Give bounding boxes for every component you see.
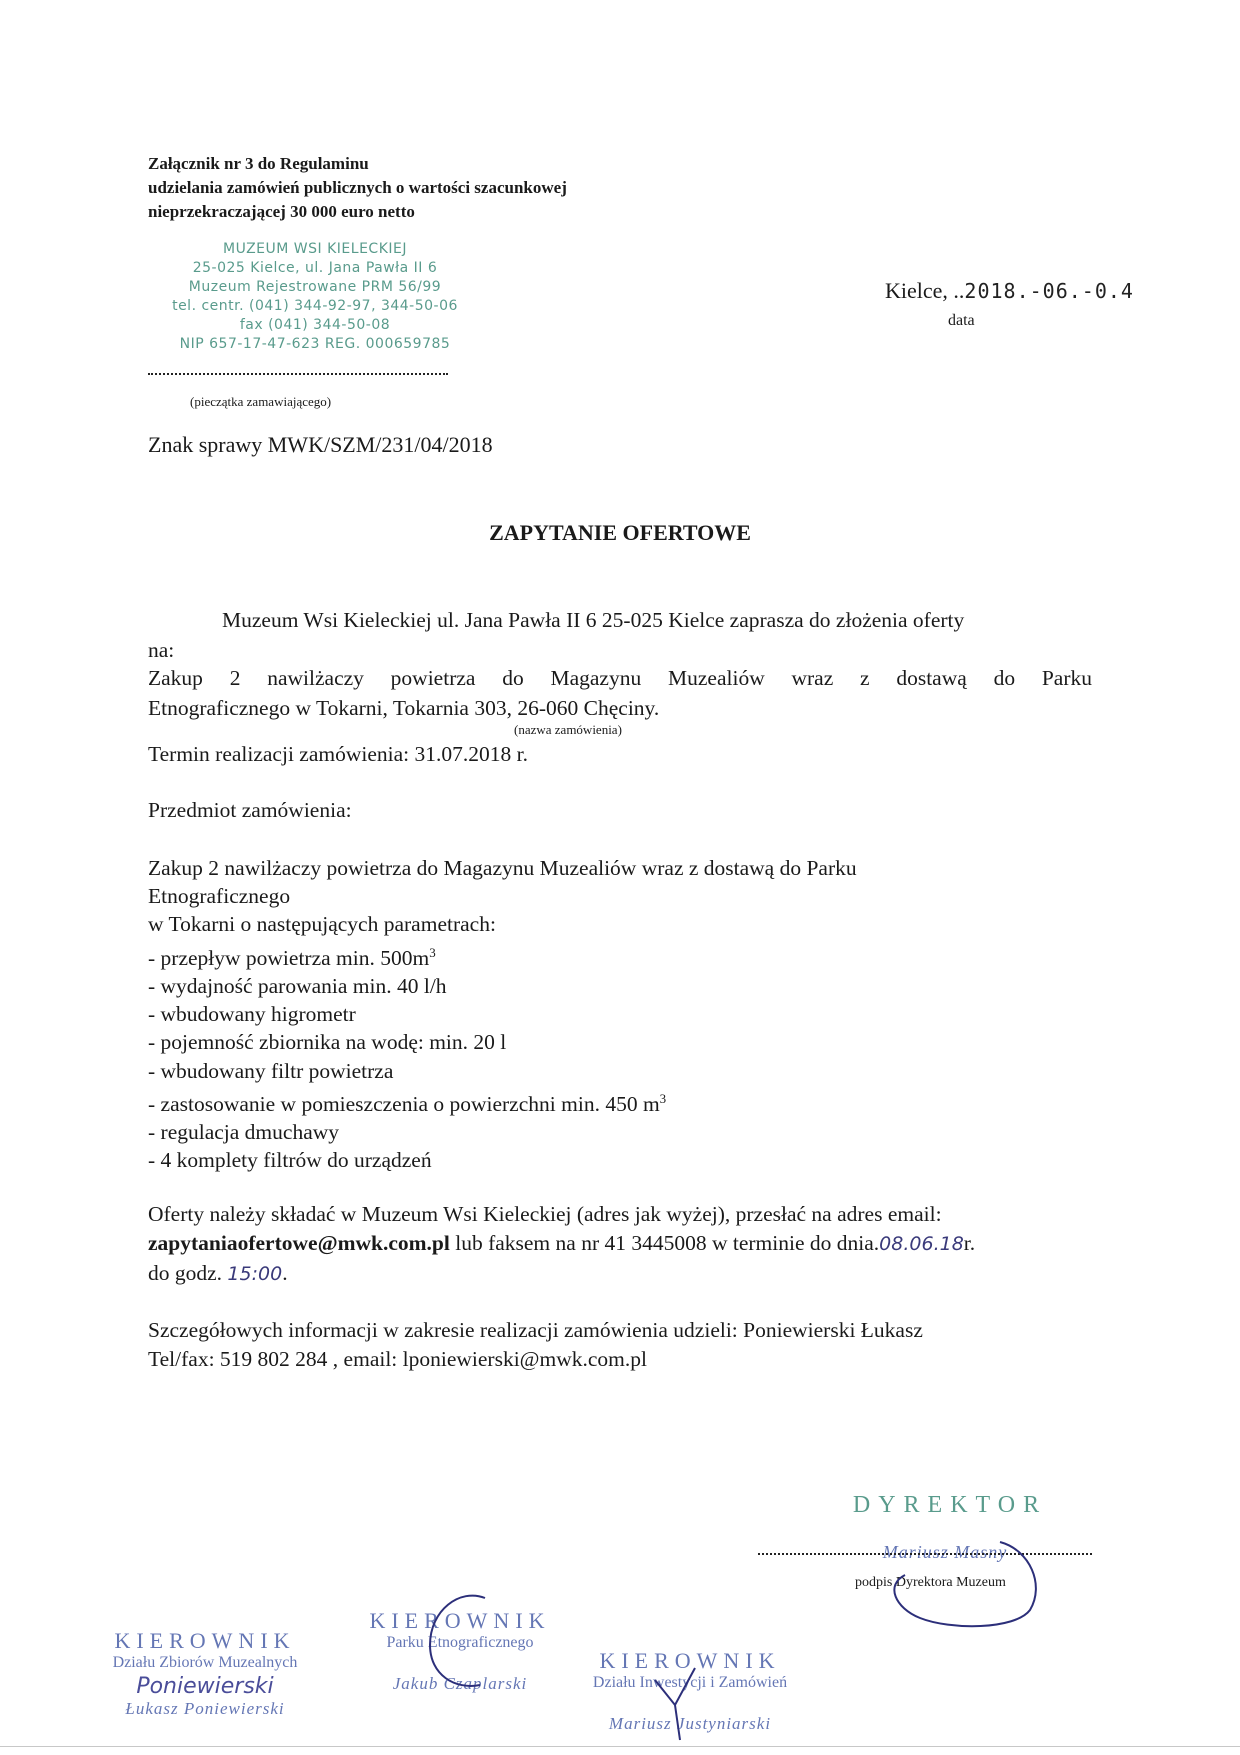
stamp-line: Muzeum Rejestrowane PRM 56/99 <box>188 279 442 295</box>
deadline: Termin realizacji zamówienia: 31.07.2018 r. <box>148 742 528 766</box>
document-title: ZAPYTANIE OFERTOWE <box>489 520 751 545</box>
spec-item: - wbudowany filtr powietrza <box>148 1058 394 1083</box>
handwritten-signature: Poniewierski <box>136 1674 274 1699</box>
spec-intro: w Tokarni o następujących parametrach: <box>148 912 496 937</box>
case-number: Znak sprawy MWK/SZM/231/04/2018 <box>148 432 493 457</box>
signature-2-icon <box>405 1580 545 1700</box>
spec-item: - pojemność zbiornika na wodę: min. 20 l <box>148 1030 507 1055</box>
stamp-subtitle: Działu Zbiorów Muzealnych <box>112 1654 298 1671</box>
order-name-line: Etnograficznego w Tokarni, Tokarnia 303, 26-060 Chęciny. <box>148 696 660 720</box>
spec-item: - wbudowany higrometr <box>148 1002 356 1027</box>
header-line: Załącznik nr 3 do Regulaminu <box>148 154 369 173</box>
stamp-name: Jakub Czaplarski <box>392 1674 528 1693</box>
contact-line: Szczegółowych informacji w zakresie realizacji zamówienia udzieli: Poniewierski Łukasz <box>148 1318 923 1342</box>
stamp-title: KIEROWNIK <box>599 1648 781 1673</box>
stamp-name: Łukasz Poniewierski <box>125 1699 285 1718</box>
offers-email-link[interactable]: zapytaniaofertowe@mwk.com.pl <box>148 1231 450 1255</box>
place-date <box>885 278 1134 304</box>
spec-intro: Zakup 2 nawilżaczy powietrza do Magazynu Muzealiów wraz z dostawą do Parku <box>148 856 857 880</box>
handwritten-deadline-date: 08.06.18 <box>879 1233 964 1255</box>
contact-line: Tel/fax: 519 802 284 , email: lponiewierski@mwk.com.pl <box>148 1347 647 1371</box>
stamp-name: Mariusz Justyniarski <box>608 1714 772 1733</box>
handwritten-hour: 15:00 <box>227 1263 283 1285</box>
order-name-caption: (nazwa zamówienia) <box>514 722 622 737</box>
signature-3-icon <box>650 1660 710 1745</box>
stamp-title: KIEROWNIK <box>369 1608 551 1633</box>
stamp-line: MUZEUM WSI KIELECKIEJ <box>223 241 407 257</box>
spec-item: - wydajność parowania min. 40 l/h <box>148 973 447 998</box>
stamp-title: KIEROWNIK <box>114 1628 296 1653</box>
spec-item: - 4 komplety filtrów do urządzeń <box>148 1148 432 1173</box>
invitation-line: na: <box>148 638 175 662</box>
header-line: nieprzekraczającej 30 000 euro netto <box>148 202 415 221</box>
director-stamp-name: Mariusz Masny <box>882 1542 1008 1562</box>
stamp-line: fax (041) 344-50-08 <box>239 317 391 333</box>
invitation-line: Muzeum Wsi Kieleckiej ul. Jana Pawła II 6 25-025 Kielce zaprasza do złożenia oferty <box>222 608 965 632</box>
director-stamp-title: DYREKTOR <box>852 1492 1048 1518</box>
stamp-line: NIP 657-17-47-623 REG. 000659785 <box>179 336 451 352</box>
offers-line: Oferty należy składać w Muzeum Wsi Kieleckiej (adres jak wyżej), przesłać na adres email: <box>148 1202 942 1226</box>
stamp-subtitle: Parku Etnograficznego <box>386 1634 534 1651</box>
order-name-line: Zakup 2 nawilżaczy powietrza do Magazynu Muzealiów wraz z dostawą do Parku <box>148 666 1092 690</box>
director-stamp <box>840 1492 1060 1519</box>
header-line: udzielania zamówień publicznych o wartości szacunkowej <box>148 178 567 197</box>
spec-intro: Etnograficznego <box>148 884 291 909</box>
stamp-collections-head <box>70 1628 340 1719</box>
superscript: 3 <box>659 1090 667 1106</box>
offers-section <box>148 1200 975 1289</box>
place-label: Kielce, .. <box>885 278 965 303</box>
contact-info <box>148 1316 923 1374</box>
spec-item: - regulacja dmuchawy <box>148 1120 340 1145</box>
signature-caption: podpis Dyrektora Muzeum <box>855 1575 1006 1590</box>
spec-item: - przepływ powietrza min. $500m^3$ <box>148 944 436 970</box>
stamp-line: tel. centr. (041) 344-92-97, 344-50-06 <box>172 298 458 314</box>
document-header <box>148 152 567 224</box>
offers-line: zapytaniaofertowe@mwk.com.pl lub faksem na nr 41 3445008 w terminie do dnia.08.06.18r. <box>148 1231 976 1255</box>
director-signature-icon <box>880 1530 1050 1635</box>
offers-line: do godz. 15:00. <box>148 1261 288 1285</box>
stamp-dotted-line <box>148 373 448 375</box>
institution-stamp <box>150 240 480 354</box>
date-caption: data <box>948 312 975 329</box>
spec-item: - zastosowanie w pomieszczenia o powierzchni min. 450 $m^3$ <box>148 1090 667 1116</box>
stamp-caption: (pieczątka zamawiającego) <box>190 394 332 409</box>
stamp-line: 25-025 Kielce, ul. Jana Pawła II 6 <box>192 260 438 276</box>
stamp-subtitle: Działu Inwestycji i Zamówień <box>592 1674 788 1691</box>
handwritten-date: 2018.-06.-0.4 <box>964 279 1134 303</box>
scan-edge-line <box>0 1746 1240 1747</box>
superscript: 3 <box>429 944 436 960</box>
subject-heading: Przedmiot zamówienia: <box>148 798 352 822</box>
specification-list <box>148 854 857 1175</box>
